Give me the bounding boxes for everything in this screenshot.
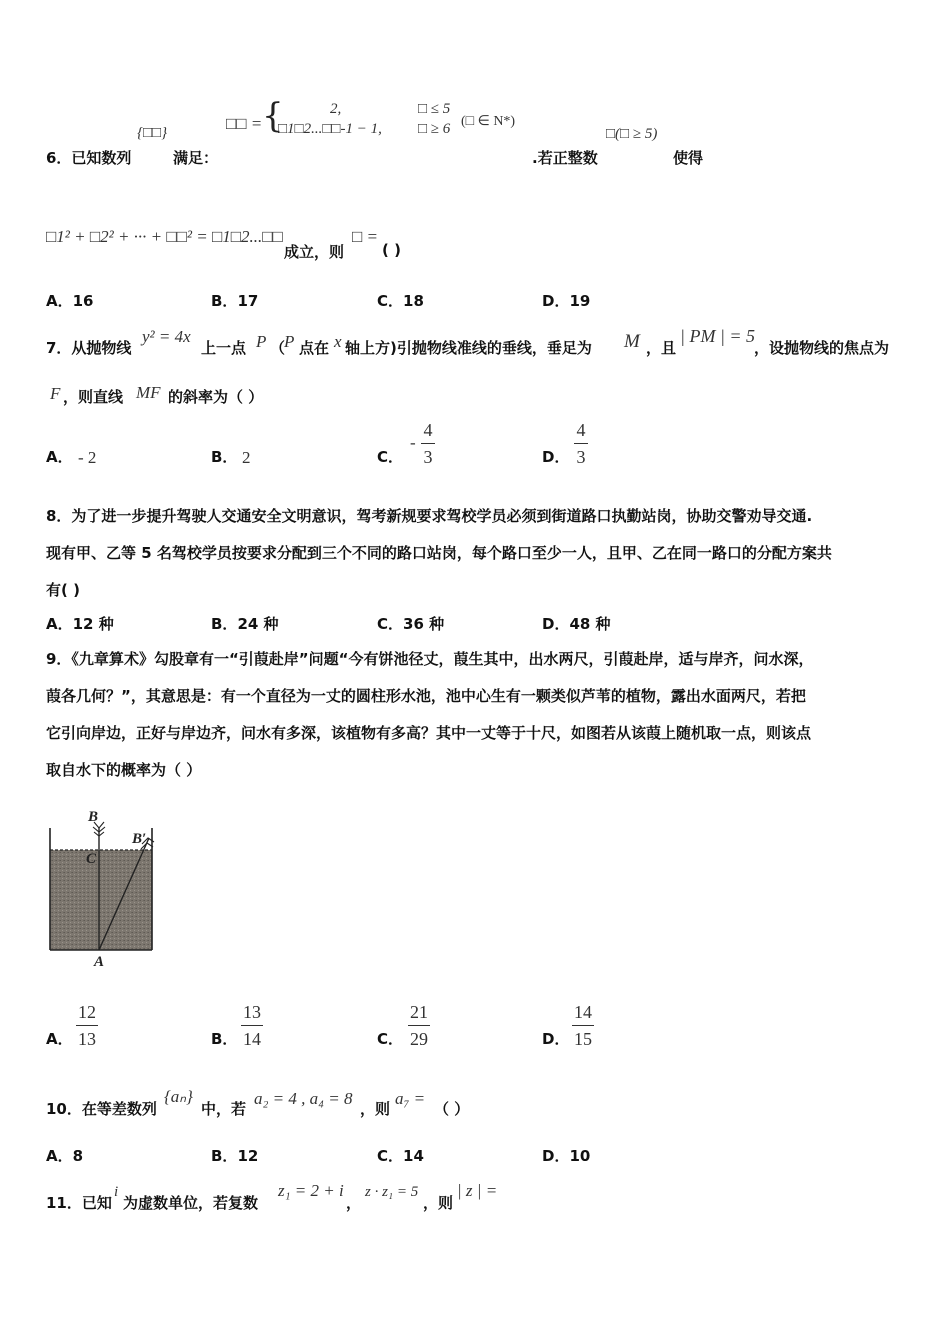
q8-option-c[interactable]: C．36 种: [377, 615, 445, 633]
q6-option-c[interactable]: C．18: [377, 292, 424, 310]
q10-condition: a₂ = 4 , a₄ = 8: [254, 1089, 353, 1108]
label-b-prime: B′: [132, 831, 147, 847]
q9-line-1: 9．《九章算术》勾股章有一“引葭赴岸”问题“今有饼池径丈，葭生其中，出水两尺，引葭赴岸，适与岸齐，问水深，: [46, 650, 814, 668]
q9-option-a[interactable]: A．: [46, 1030, 73, 1048]
q10-option-a[interactable]: A．8: [46, 1147, 84, 1165]
q7-option-a[interactable]: A．: [46, 448, 73, 466]
label-c: C: [86, 851, 97, 867]
q7-pm-length: | PM | = 5: [680, 326, 756, 346]
q6-m-equals: □ =: [352, 227, 378, 246]
q9-option-c[interactable]: C．: [377, 1030, 404, 1048]
q7-text-4: 点在: [299, 339, 330, 357]
q7-point-m: M: [624, 331, 640, 352]
q7-text-9: 的斜率为（ ）: [168, 388, 264, 406]
q6-sequence: {□□}: [137, 125, 168, 141]
q6-label: 6．已知数列: [46, 149, 132, 167]
q7-line-mf: MF: [136, 383, 161, 402]
q10-option-c[interactable]: C．14: [377, 1147, 424, 1165]
q6-an-lhs: □□ =: [226, 114, 263, 133]
q7-text-1: 7．从抛物线: [46, 339, 132, 357]
q11-imaginary-unit: i: [114, 1184, 119, 1200]
q10-text-2: 中，若: [201, 1100, 247, 1118]
q10-a7: a₇ =: [395, 1089, 426, 1108]
q10-sequence: {aₙ}: [164, 1087, 193, 1106]
q7-text-7: ，设抛物线的焦点为: [754, 339, 890, 357]
q6-if-positive-integer: .若正整数: [532, 149, 598, 167]
q9-option-d-fraction: 14 15: [574, 1002, 592, 1049]
q8-line-3: 有( ): [46, 581, 80, 599]
q10-option-b[interactable]: B．12: [211, 1147, 259, 1165]
q11-text-1: 11．已知: [46, 1194, 112, 1212]
q7-option-c-fraction: 4 3: [421, 420, 435, 468]
label-a: A: [94, 954, 105, 970]
q6-brace: {: [262, 96, 284, 136]
q7-text-5: 轴上方)引抛物线准线的垂线，垂足为: [345, 339, 592, 357]
q8-option-b[interactable]: B．24 种: [211, 615, 279, 633]
q6-case2-condition: □ ≥ 6: [418, 121, 451, 137]
q9-line-3: 它引向岸边，正好与岸边齐，问水有多深，该植物有多高？其中一丈等于十尺，如图若从该葭上随机取一点，则该点: [46, 724, 812, 742]
q6-option-b[interactable]: B．17: [211, 292, 259, 310]
q6-case1-value: 2,: [330, 101, 342, 117]
q7-point-p-2: P: [284, 332, 295, 351]
q8-option-a[interactable]: A．12 种: [46, 615, 114, 633]
q10-text-1: 10．在等差数列: [46, 1100, 157, 1118]
q9-option-c-fraction: 21 29: [410, 1002, 428, 1049]
q10-text-3: ，则: [360, 1100, 391, 1118]
q7-text-8: ，则直线: [63, 388, 124, 406]
q9-line-2: 葭各几何？”，其意思是：有一个直径为一丈的圆柱形水池，池中心生有一颗类似芦苇的植物，露出水面两尺，若把: [46, 687, 806, 705]
q6-hold: 成立，则: [284, 243, 345, 261]
q6-equation: □1² + □2² + ··· + □□² = □1□2...□□: [46, 227, 283, 246]
pond-figure: [44, 808, 164, 970]
q11-text-3: ，: [346, 1194, 362, 1212]
q6-domain: (□ ∈ N*): [461, 114, 516, 129]
q7-option-c-sign: -: [410, 433, 416, 452]
q8-line-1: 8．为了进一步提升驾驶人交通安全文明意识，驾考新规要求驾校学员必须到街道路口执勤站岗，协助交警劝导交通.: [46, 507, 813, 525]
q9-line-4: 取自水下的概率为（ ）: [46, 761, 202, 779]
q11-text-2: 为虚数单位，若复数: [123, 1194, 259, 1212]
q8-option-d[interactable]: D．48 种: [542, 615, 611, 633]
q10-paren: （ ）: [434, 1100, 470, 1118]
q11-product: z · z₁ = 5: [365, 1184, 419, 1200]
q9-option-a-fraction: 12 13: [78, 1002, 96, 1049]
q6-make: 使得: [673, 149, 704, 167]
q10-option-d[interactable]: D．10: [542, 1147, 591, 1165]
q6-option-a[interactable]: A．16: [46, 292, 94, 310]
q6-paren: ( ): [382, 241, 401, 259]
q11-z1: z₁ = 2 + i: [278, 1181, 344, 1200]
q6-case1-condition: □ ≤ 5: [418, 101, 451, 117]
q6-m-condition: □(□ ≥ 5): [606, 126, 658, 142]
q7-text-2: 上一点: [201, 339, 247, 357]
q7-option-d-fraction: 4 3: [574, 420, 588, 468]
q7-focus-f: F: [50, 384, 61, 403]
q7-x-axis: x: [334, 332, 342, 351]
q6-satisfy: 满足：: [173, 149, 219, 167]
label-b: B: [88, 809, 99, 825]
q7-option-d[interactable]: D．: [542, 448, 570, 466]
q7-option-b-value: 2: [242, 448, 251, 467]
q7-option-b[interactable]: B．: [211, 448, 238, 466]
q7-option-c[interactable]: C．: [377, 448, 404, 466]
q7-text-6: ，且: [646, 339, 677, 357]
q7-text-3: （: [270, 339, 286, 357]
q7-parabola: y² = 4x: [142, 327, 191, 346]
q11-abs-z: | z | =: [457, 1181, 498, 1200]
q9-option-b[interactable]: B．: [211, 1030, 238, 1048]
q11-text-4: ，则: [423, 1194, 454, 1212]
q6-option-d[interactable]: D．19: [542, 292, 591, 310]
q8-line-2: 现有甲、乙等 5 名驾校学员按要求分配到三个不同的路口站岗，每个路口至少一人，且甲、乙在同一路口的分配方案共: [46, 544, 832, 562]
q7-point-p: P: [256, 332, 267, 351]
q9-option-d[interactable]: D．: [542, 1030, 570, 1048]
q7-option-a-value: - 2: [78, 448, 97, 467]
q9-option-b-fraction: 13 14: [243, 1002, 261, 1049]
q6-case2-value: □1□2...□□-1 − 1,: [278, 121, 382, 137]
